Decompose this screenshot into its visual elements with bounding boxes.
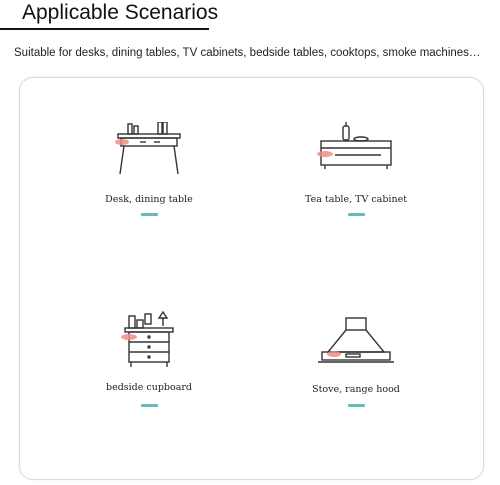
scenario-desk <box>49 122 249 252</box>
bedside-cupboard-icon <box>119 310 179 370</box>
range-hood-icon <box>316 316 396 370</box>
scenario-tv-cabinet <box>256 122 456 252</box>
scenario-label: Tea table, TV cabinet <box>304 194 408 205</box>
accent-bar <box>141 404 158 407</box>
accent-bar <box>348 404 365 407</box>
tv-cabinet-icon <box>311 122 401 176</box>
page-header <box>0 0 500 36</box>
scenario-label: Desk, dining table <box>105 194 193 205</box>
title-underline <box>0 28 209 30</box>
accent-bar <box>348 213 365 216</box>
desk-icon <box>114 122 184 176</box>
accent-bar <box>141 213 158 216</box>
scenario-bedside-cupboard <box>49 310 249 440</box>
scenarios-card <box>19 77 484 480</box>
page-title: Applicable Scenarios <box>22 1 219 24</box>
scenario-label: bedside cupboard <box>105 382 193 393</box>
scenario-label: Stove, range hood <box>312 384 400 395</box>
page-subtitle: Suitable for desks, dining tables, TV cabinets, bedside tables, cooktops, smoke machines… <box>14 47 481 59</box>
scenario-range-hood <box>256 310 456 440</box>
